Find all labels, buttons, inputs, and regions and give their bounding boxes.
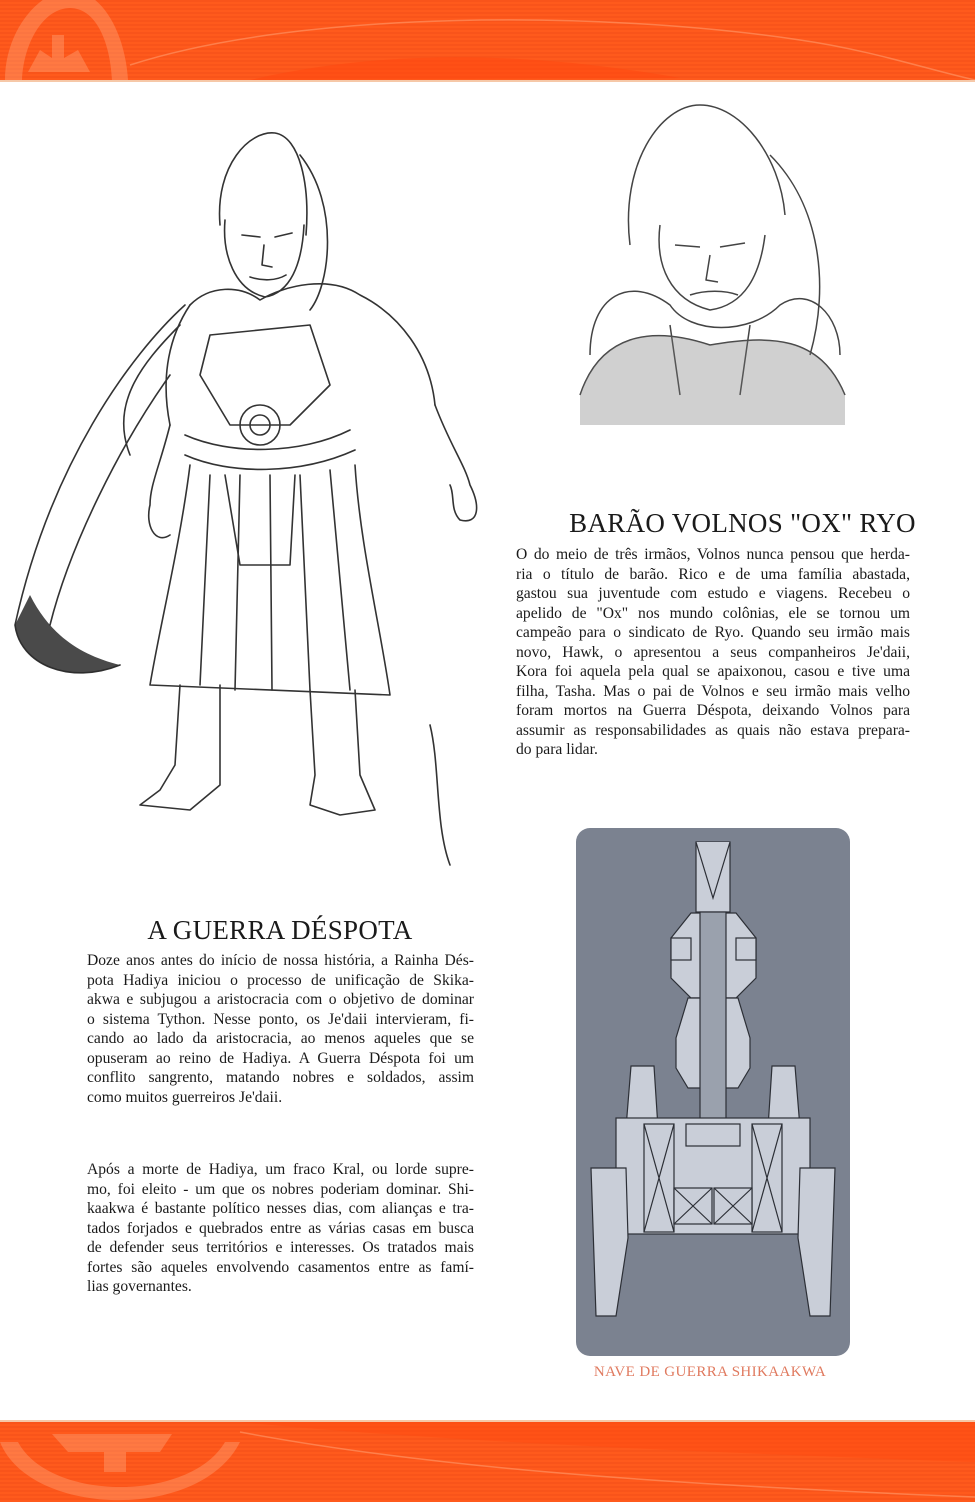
war-line: opuseram ao reino de Hadiya. A Guerra Déspota foi um bbox=[87, 1049, 474, 1067]
war-line: akwa e subjugou a aristocracia com o objetivo de dominar bbox=[87, 991, 474, 1008]
war-paragraph-1 bbox=[87, 951, 474, 1107]
baron-line: novo, Hawk, o apresentou a seus companheiros Je'daii, bbox=[516, 643, 910, 661]
volnos-portrait-illustration bbox=[570, 95, 860, 425]
header-band bbox=[0, 0, 975, 82]
war-line: fortes são aqueles envolvendo casamentos entre as famí- bbox=[87, 1258, 474, 1276]
war-paragraph-2 bbox=[87, 1160, 474, 1297]
footer-decoration bbox=[0, 1422, 975, 1502]
war-line: lias governantes. bbox=[87, 1278, 192, 1295]
footer-band bbox=[0, 1420, 975, 1502]
warship-illustration bbox=[576, 828, 850, 1356]
baron-title: BARÃO VOLNOS "OX" RYO bbox=[569, 508, 916, 538]
war-line: kaakwa é bastante político nesses dias, com alianças e tra- bbox=[87, 1200, 474, 1217]
war-line: de defender seus territórios e interesses. Os tratados mais bbox=[87, 1239, 474, 1256]
baron-line: apelido de "Ox" nos mundo colônias, ele se tornou um bbox=[516, 604, 910, 622]
baron-line: do para lidar. bbox=[516, 741, 598, 758]
war-line: pota Hadiya iniciou o processo de unificação de Skika- bbox=[87, 971, 474, 989]
baron-line: O do meio de três irmãos, Volnos nunca pensou que herda- bbox=[516, 546, 910, 563]
war-line: o sistema Tython. Nesse ponto, os Je'daii intervieram, fi- bbox=[87, 1010, 474, 1028]
war-line: tados forjados e quebrados entre as várias casas em busca bbox=[87, 1219, 474, 1237]
baron-line: foram mortos na Guerra Déspota, deixando Volnos para bbox=[516, 702, 910, 719]
baron-line: Kora foi aquela pela qual se apaixonou, casou e tive uma bbox=[516, 663, 910, 680]
warship-schematic bbox=[576, 828, 850, 1356]
war-line: Doze anos antes do início de nossa história, a Rainha Dés- bbox=[87, 952, 474, 969]
baron-line: assumir as responsabilidades as quais não estava prepara- bbox=[516, 721, 910, 739]
war-line: conflito sangrento, matando nobres e soldados, assim bbox=[87, 1069, 474, 1086]
baron-line: campeão para o sindicato de Ryo. Quando seu irmão mais bbox=[516, 624, 910, 641]
imperial-cog-emblem-icon bbox=[0, 1434, 240, 1500]
header-decoration bbox=[0, 0, 975, 80]
baron-line: ria o título de barão. Rico e de uma família abastada, bbox=[516, 565, 910, 583]
warship-caption: NAVE DE GUERRA SHIKAAKWA bbox=[593, 1364, 827, 1380]
baron-line: gastou sua juventude com estudo e viagens. Recebeu o bbox=[516, 585, 910, 602]
war-line: Após a morte de Hadiya, um fraco Kral, ou lorde supre- bbox=[87, 1161, 474, 1178]
baron-description bbox=[516, 545, 910, 760]
war-line: cando ao lado da aristocracia, ao menos aqueles que se bbox=[87, 1030, 474, 1047]
war-line: como muitos guerreiros Je'daii. bbox=[87, 1088, 283, 1106]
baron-line: filha, Tasha. Mas o pai de Volnos e seu irmão mais velho bbox=[516, 682, 910, 700]
war-title: A GUERRA DÉSPOTA bbox=[147, 915, 413, 945]
volnos-full-body-illustration bbox=[10, 125, 500, 875]
war-line: mo, foi eleito - um que os nobres poderiam dominar. Shi- bbox=[87, 1180, 474, 1198]
imperial-cog-emblem-icon bbox=[5, 0, 128, 80]
